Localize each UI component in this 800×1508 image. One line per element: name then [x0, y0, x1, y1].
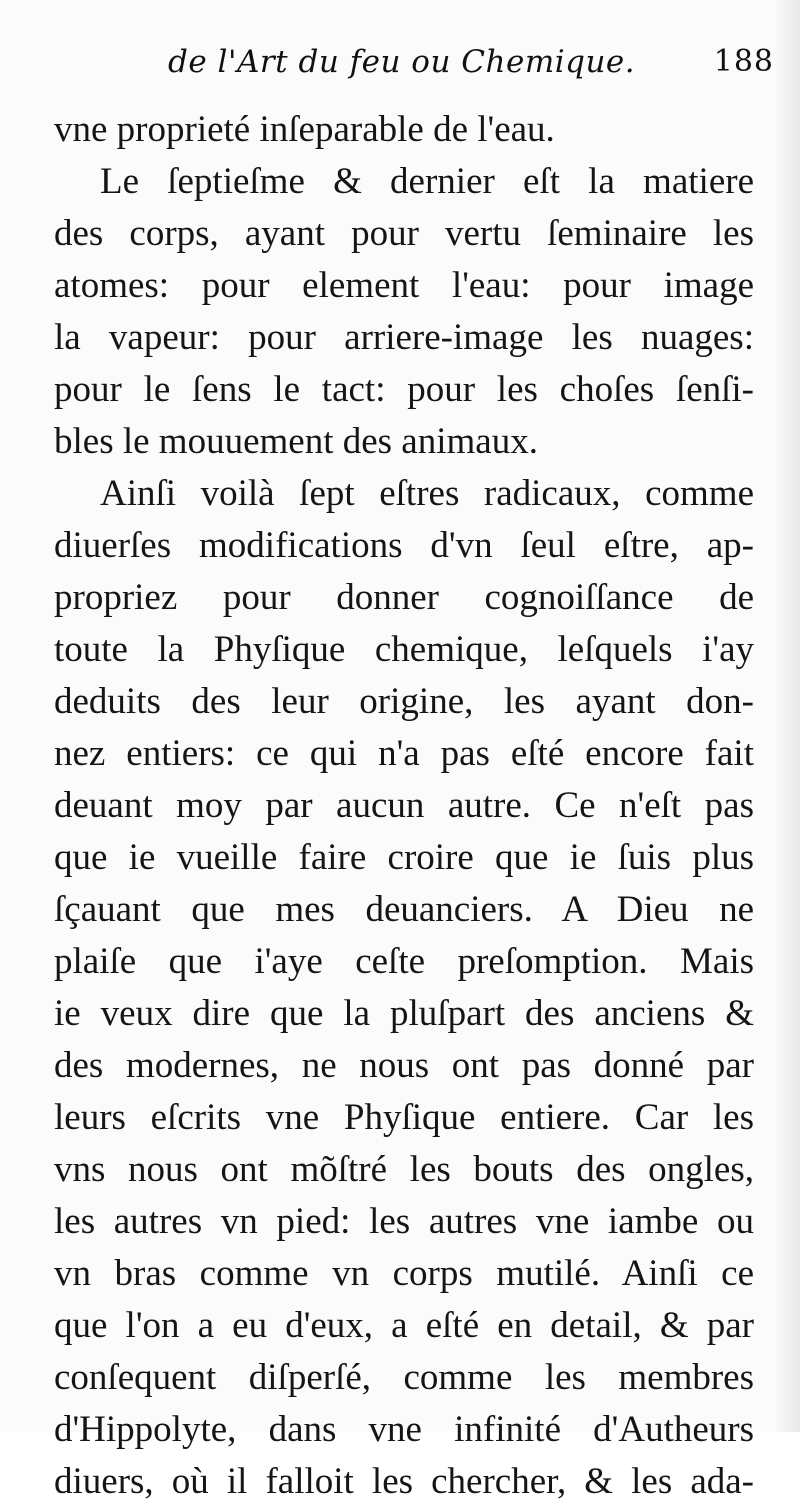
text-line: Ainſi voilà ſept eſtres radicaux, comme — [100, 473, 754, 514]
text-line: vns nous ont mõſtré les bouts des ongles, — [54, 1149, 754, 1190]
text-line: plaiſe que i'aye ceſte preſomption. Mais — [54, 941, 754, 982]
text-line: vne proprieté inſeparable de l'eau. — [54, 109, 555, 150]
text-line: deduits des leur origine, les ayant don- — [54, 681, 754, 722]
text-line: deuant moy par aucun autre. Ce n'eſt pas — [54, 785, 754, 826]
page-number: 188 — [713, 44, 774, 79]
text-line: vn bras comme vn corps mutilé. Ainſi ce — [54, 1253, 754, 1294]
text-line: d'Hippolyte, dans vne infinité d'Autheurs — [54, 1409, 754, 1450]
text-line: des modernes, ne nous ont pas donné par — [54, 1045, 754, 1086]
text-line: propriez pour donner cognoiſſance de — [54, 577, 754, 618]
text-line: ie veux dire que la pluſpart des anciens & — [54, 993, 754, 1034]
text-line: diuers, où il falloit les chercher, & les ada- — [54, 1461, 754, 1502]
text-line: ſçauant que mes deuanciers. A Dieu ne — [54, 889, 754, 930]
running-title: de l'Art du feu ou Chemique. — [168, 44, 636, 80]
text-line: atomes: pour element l'eau: pour image — [54, 265, 754, 306]
text-line: nez entiers: ce qui n'a pas eſté encore fait — [54, 733, 754, 774]
text-line: les autres vn pied: les autres vne iambe ou — [54, 1201, 754, 1242]
text-line: que ie vueille faire croire que ie ſuis plus — [54, 837, 754, 878]
text-line: leurs eſcrits vne Phyſique entiere. Car les — [54, 1097, 754, 1138]
text-line: diuerſes modifications d'vn ſeul eſtre, ap- — [54, 525, 754, 566]
text-line: la vapeur: pour arriere-image les nuages: — [54, 317, 754, 358]
text-line: que l'on a eu d'eux, a eſté en detail, & par — [54, 1305, 754, 1346]
page-header — [168, 44, 778, 104]
text-line: conſequent diſperſé, comme les membres — [54, 1357, 754, 1398]
text-line: pour le ſens le tact: pour les choſes ſenſi- — [54, 369, 754, 410]
page-edge-shadow — [774, 0, 800, 1432]
body-text — [54, 104, 754, 1508]
text-line: des corps, ayant pour vertu ſeminaire les — [54, 213, 754, 254]
text-line: toute la Phyſique chemique, leſquels i'ay — [54, 629, 754, 670]
text-line: Le ſeptieſme & dernier eſt la matiere — [100, 161, 754, 202]
text-line: bles le mouuement des animaux. — [54, 421, 538, 462]
